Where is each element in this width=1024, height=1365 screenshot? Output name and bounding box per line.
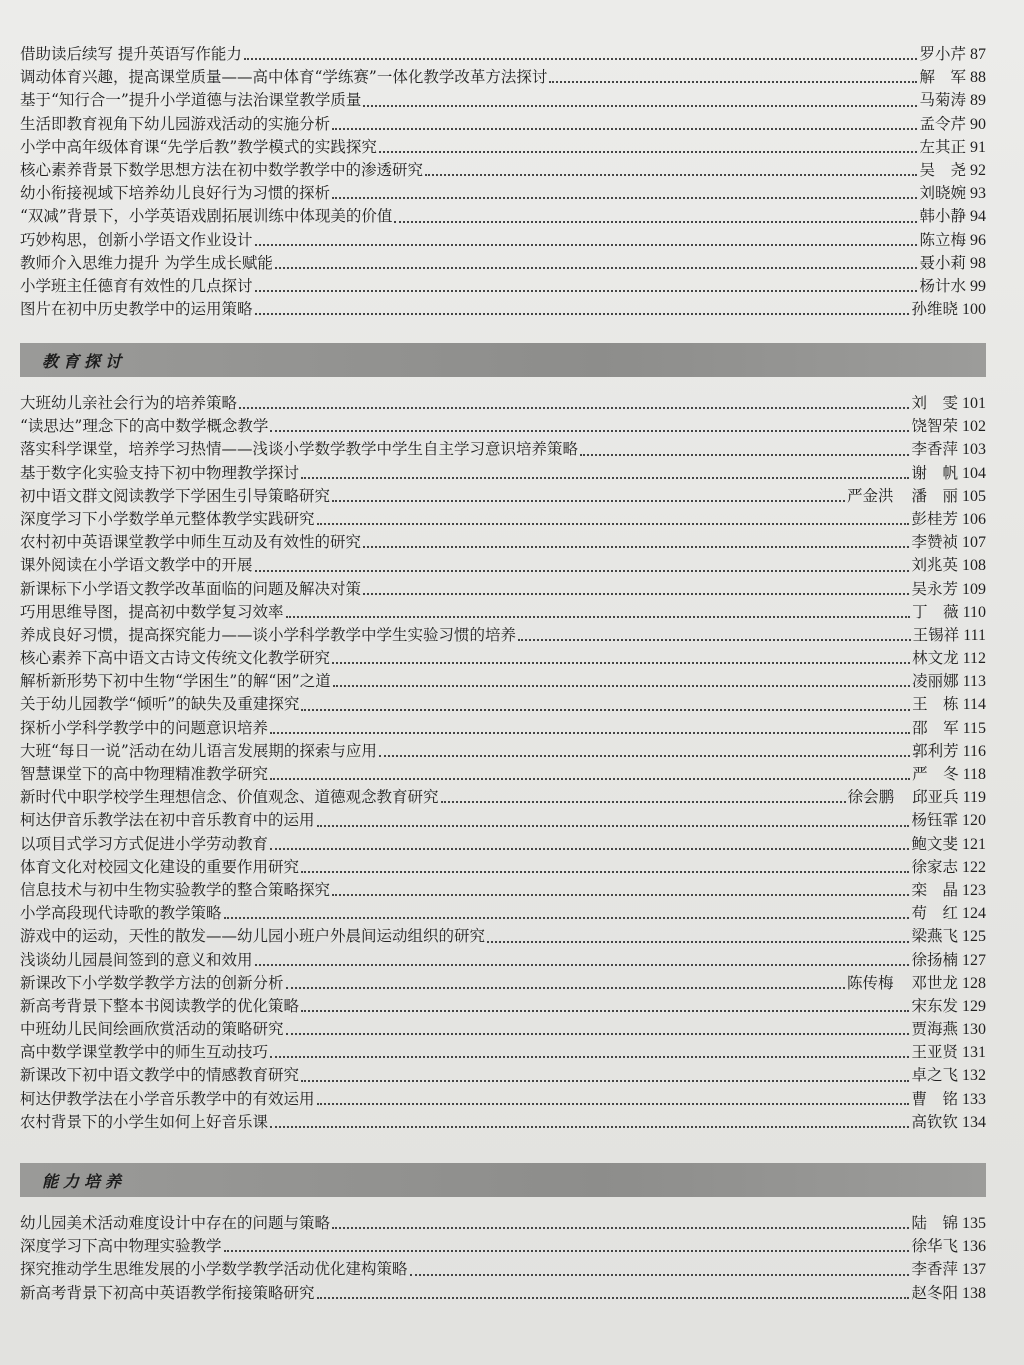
entry-title: 生活即教育视角下幼儿园游戏活动的实施分析: [20, 114, 331, 133]
entry-title: 柯达伊教学法在小学音乐教学中的有效运用: [20, 1089, 315, 1108]
entry-author: 徐扬楠: [911, 950, 958, 969]
entry-title: 大班“每日一说”活动在幼儿语言发展期的探索与应用: [20, 741, 377, 760]
entry-page-number: 98: [970, 254, 986, 272]
entry-page-number: 113: [962, 673, 986, 691]
entry-page-number: 129: [962, 997, 986, 1015]
entry-title: 探析小学科学教学中的问题意识培养: [20, 718, 269, 737]
entry-author: 潘 丽: [911, 486, 958, 505]
entry-title: “读思达”理念下的高中数学概念教学: [20, 417, 269, 436]
toc-entry: [20, 438, 986, 461]
toc-entry: [20, 43, 986, 66]
dot-leader: [286, 1032, 910, 1035]
entry-author: 饶智荣: [911, 417, 958, 436]
entry-author: 邓世龙: [911, 973, 958, 992]
entry-author: 陆 锦: [911, 1214, 958, 1232]
entry-page-number: 92: [970, 161, 986, 179]
entry-author: 李香萍: [911, 1260, 958, 1279]
entry-page-number: 124: [962, 905, 986, 923]
entry-author: 徐华飞: [911, 1237, 958, 1256]
dot-leader: [270, 847, 909, 850]
entry-title: 基于数字化实验支持下初中物理教学探讨: [20, 463, 300, 482]
toc-entry: [20, 670, 986, 693]
dot-leader: [270, 1125, 909, 1128]
entry-author: 刘兆英: [911, 556, 958, 575]
dot-leader: [255, 312, 910, 315]
entry-title: 核心素养背景下数学思想方法在初中数学教学中的渗透研究: [20, 160, 424, 179]
entry-page-number: 89: [970, 92, 986, 110]
toc-entry: [20, 809, 986, 832]
section-header-education-discussion: [20, 343, 986, 377]
dot-leader: [270, 731, 910, 734]
entry-title: 初中语文群文阅读教学下学困生引导策略研究: [20, 486, 331, 505]
entry-author: 孙维晓: [911, 300, 958, 319]
toc-entry: [20, 531, 986, 554]
toc-entry: [20, 693, 986, 716]
entry-author: 罗小芹: [919, 45, 966, 63]
entry-page-number: 131: [962, 1044, 986, 1062]
toc-entry: [20, 949, 986, 972]
entry-page-number: 105: [962, 487, 986, 505]
entry-title: 新时代中职学校学生理想信念、价值观念、道德观念教育研究: [20, 788, 439, 807]
entry-title: 幼小衔接视域下培养幼儿良好行为习惯的探析: [20, 184, 331, 203]
entry-author: 王亚贤: [911, 1043, 958, 1062]
entry-coauthor: 严金洪: [846, 486, 894, 505]
entry-page-number: 119: [962, 789, 986, 807]
entry-title: 小学中高年级体育课“先学后教”教学模式的实践探究: [20, 137, 377, 156]
toc-entry: [20, 1041, 986, 1064]
entry-author: 吴永芳: [911, 579, 958, 598]
entry-author: 丁 薇: [912, 602, 959, 621]
entry-author: 杨钰霏: [911, 811, 958, 830]
section-header-ability-training: [20, 1163, 986, 1197]
entry-title: 信息技术与初中生物实验教学的整合策略探究: [20, 880, 331, 899]
dot-leader: [425, 173, 917, 176]
entry-page-number: 121: [962, 835, 986, 853]
entry-page-number: 130: [962, 1021, 986, 1039]
entry-page-number: 133: [962, 1090, 986, 1108]
entry-author: 赵冬阳: [911, 1283, 958, 1302]
entry-page-number: 99: [970, 277, 986, 295]
entry-title: 图片在初中历史教学中的运用策略: [20, 300, 253, 319]
entry-author: 李香萍: [911, 440, 958, 459]
dot-leader: [286, 615, 911, 618]
dot-leader: [332, 1226, 909, 1229]
entry-page-number: 137: [962, 1261, 986, 1279]
entry-author: 邱亚兵: [912, 788, 959, 807]
entry-page-number: 87: [970, 46, 986, 63]
entry-page-number: 138: [962, 1284, 986, 1302]
toc-entry: [20, 205, 986, 228]
toc-entry: [20, 275, 986, 298]
entry-page-number: 102: [962, 418, 986, 436]
toc-entry: [20, 902, 986, 925]
toc-entry: [20, 1088, 986, 1111]
entry-author: 曹 铭: [911, 1089, 958, 1108]
entry-title: 农村初中英语课堂教学中师生互动及有效性的研究: [20, 533, 362, 552]
entry-page-number: 104: [962, 464, 986, 482]
entry-title: 探究推动学生思维发展的小学数学教学活动优化建构策略: [20, 1260, 408, 1279]
entry-title: 养成良好习惯，提高探究能力——谈小学科学教学中学生实验习惯的培养: [20, 625, 517, 644]
dot-leader: [332, 661, 910, 664]
entry-title: 新课改下小学数学教学方法的创新分析: [20, 973, 284, 992]
toc-entry: [20, 1282, 986, 1305]
dot-leader: [580, 453, 909, 456]
section-title: 教育探讨: [42, 351, 127, 371]
entry-page-number: 120: [962, 812, 986, 830]
entry-author: 刘晓婉: [919, 184, 966, 203]
entry-page-number: 123: [962, 881, 986, 899]
dot-leader: [394, 220, 917, 223]
entry-title: 借助读后续写 提升英语写作能力: [20, 45, 242, 63]
entry-page-number: 103: [962, 441, 986, 459]
entry-page-number: 112: [962, 650, 986, 668]
toc-entry: [20, 624, 986, 647]
toc-entry: [20, 601, 986, 624]
dot-leader: [332, 499, 845, 502]
entry-title: 小学班主任德育有效性的几点探讨: [20, 276, 253, 295]
toc-entry: [20, 554, 986, 577]
dot-leader: [317, 522, 910, 525]
dot-leader: [301, 1009, 909, 1012]
entry-author: 韩小静: [919, 207, 966, 226]
entry-title: 解析新形势下初中生物“学困生”的解“困”之道: [20, 672, 331, 691]
dot-leader: [379, 150, 918, 153]
dot-leader: [317, 1296, 910, 1299]
toc-entry: [20, 66, 986, 89]
entry-author: 凌丽娜: [912, 672, 959, 691]
toc-entry: [20, 647, 986, 670]
toc-entry: [20, 717, 986, 740]
toc-entry: [20, 1235, 986, 1258]
entry-author: 卓之飞: [911, 1066, 958, 1085]
dot-leader: [332, 127, 917, 130]
dot-leader: [363, 592, 909, 595]
entry-page-number: 116: [962, 742, 986, 760]
entry-author: 马菊涛: [919, 91, 966, 110]
entry-author: 杨计水: [919, 276, 966, 295]
dot-leader: [270, 777, 910, 780]
entry-title: 基于“知行合一”提升小学道德与法治课堂教学质量: [20, 91, 362, 110]
entry-page-number: 90: [970, 115, 986, 133]
dot-leader: [301, 708, 910, 711]
dot-leader: [244, 57, 918, 60]
entry-author: 林文龙: [912, 649, 959, 668]
toc-entry: [20, 485, 986, 508]
entry-title: 柯达伊音乐教学法在初中音乐教育中的运用: [20, 811, 315, 830]
entry-author: 谢 帆: [911, 463, 958, 482]
entry-author: 刘 雯: [911, 394, 958, 412]
toc-entry: [20, 1212, 986, 1235]
dot-leader: [224, 916, 910, 919]
entry-page-number: 134: [962, 1113, 986, 1131]
toc-entry: [20, 182, 986, 205]
entry-title: “双减”背景下，小学英语戏剧拓展训练中体现美的价值: [20, 207, 393, 226]
entry-page-number: 125: [962, 928, 986, 946]
entry-title: 体育文化对校园文化建设的重要作用研究: [20, 857, 300, 876]
entry-page-number: 118: [962, 766, 986, 783]
entry-author: 徐家志: [911, 857, 958, 876]
entry-author: 严 冬: [912, 765, 959, 783]
entry-page-number: 136: [962, 1238, 986, 1256]
entry-author: 陈立梅: [919, 230, 966, 249]
toc-entry: [20, 1018, 986, 1041]
toc-entry: [20, 740, 986, 763]
entry-title: 深度学习下高中物理实验教学: [20, 1237, 222, 1256]
entry-title: 巧妙构思，创新小学语文作业设计: [20, 230, 253, 249]
toc-entry: [20, 229, 986, 252]
entry-page-number: 106: [962, 510, 986, 528]
entry-page-number: 108: [962, 557, 986, 575]
toc-entry: [20, 298, 986, 321]
entry-title: 调动体育兴趣，提高课堂质量——高中体育“学练赛”一体化教学改革方法探讨: [20, 68, 548, 87]
entry-page-number: 109: [962, 580, 986, 598]
toc-entry: [20, 879, 986, 902]
entry-page-number: 128: [962, 974, 986, 992]
entry-page-number: 135: [962, 1215, 986, 1232]
toc-entry: [20, 833, 986, 856]
toc-entry: [20, 136, 986, 159]
dot-leader: [363, 545, 909, 548]
entry-title: 新课改下初中语文教学中的情感教育研究: [20, 1066, 300, 1085]
entry-title: 巧用思维导图，提高初中数学复习效率: [20, 602, 284, 621]
toc-entry: [20, 1064, 986, 1087]
entry-author: 王 栋: [912, 695, 959, 714]
dot-leader: [255, 963, 910, 966]
entry-author: 王锡祥: [912, 625, 960, 644]
entry-page-number: 94: [970, 208, 986, 226]
entry-author: 鲍文斐: [911, 834, 958, 853]
toc-entry: [20, 995, 986, 1018]
entry-page-number: 100: [962, 301, 986, 319]
dot-leader: [270, 1055, 909, 1058]
toc-entry: [20, 159, 986, 182]
dot-leader: [332, 893, 909, 896]
entry-coauthor: 陈传梅: [846, 973, 894, 992]
dot-leader: [332, 196, 917, 199]
entry-title: 课外阅读在小学语文教学中的开展: [20, 556, 253, 575]
toc-entry: [20, 786, 986, 809]
entry-page-number: 115: [962, 719, 986, 737]
entry-author: 宋东发: [911, 996, 958, 1015]
entry-coauthor: 徐会鹏: [847, 788, 895, 807]
entry-author: 吴 尧: [919, 160, 966, 179]
toc-entry: [20, 1111, 986, 1134]
section-title: 能力培养: [42, 1171, 127, 1191]
toc-entry: [20, 763, 986, 786]
dot-leader: [270, 429, 909, 432]
dot-leader: [518, 638, 911, 641]
entry-author: 梁燕飞: [911, 927, 958, 946]
toc-entry: [20, 578, 986, 601]
dot-leader: [255, 243, 918, 246]
toc-entry: [20, 113, 986, 136]
entry-page-number: 101: [962, 395, 986, 412]
toc-entry: [20, 856, 986, 879]
entry-page-number: 132: [962, 1067, 986, 1085]
dot-leader: [363, 104, 917, 107]
entry-title: 大班幼儿亲社会行为的培养策略: [20, 394, 238, 412]
entry-page-number: 88: [970, 69, 986, 87]
dot-leader: [333, 684, 910, 687]
toc-entry: [20, 1258, 986, 1281]
dot-leader: [487, 940, 909, 943]
toc-entry: [20, 508, 986, 531]
entry-title: 新高考背景下整本书阅读教学的优化策略: [20, 996, 300, 1015]
entry-author: 解 军: [919, 68, 966, 87]
entry-author: 彭桂芳: [911, 509, 958, 528]
dot-leader: [301, 870, 909, 873]
dot-leader: [301, 476, 909, 479]
toc-entry: [20, 89, 986, 112]
dot-leader: [441, 800, 846, 803]
dot-leader: [224, 1249, 910, 1252]
entry-title: 新高考背景下初高中英语教学衔接策略研究: [20, 1283, 315, 1302]
entry-page-number: 91: [970, 138, 986, 156]
toc-entry: [20, 925, 986, 948]
entry-author: 邵 军: [912, 718, 959, 737]
entry-page-number: 127: [962, 951, 986, 969]
entry-title: 落实科学课堂，培养学习热情——浅谈小学数学教学中学生自主学习意识培养策略: [20, 440, 579, 459]
dot-leader: [275, 266, 918, 269]
dot-leader: [239, 406, 909, 409]
entry-title: 教师介入思维力提升 为学生成长赋能: [20, 253, 273, 272]
entry-title: 关于幼儿园教学“倾听”的缺失及重建探究: [20, 695, 300, 714]
entry-author: 贾海燕: [911, 1020, 958, 1039]
entry-page-number: 110: [962, 603, 986, 621]
dot-leader: [255, 569, 910, 572]
entry-page-number: 96: [970, 231, 986, 249]
entry-page-number: 107: [962, 534, 986, 552]
entry-title: 中班幼儿民间绘画欣赏活动的策略研究: [20, 1020, 284, 1039]
entry-title: 浅谈幼儿园晨间签到的意义和效用: [20, 950, 253, 969]
dot-leader: [317, 1102, 910, 1105]
dot-leader: [301, 1079, 909, 1082]
toc-entry: [20, 415, 986, 438]
entry-author: 郭利芳: [912, 741, 959, 760]
entry-author: 栾 晶: [911, 880, 958, 899]
entry-title: 农村背景下的小学生如何上好音乐课: [20, 1112, 269, 1131]
toc-entry: [20, 972, 986, 995]
entry-author: 孟令芹: [919, 114, 966, 133]
toc-list-ability-training: [20, 1212, 986, 1305]
entry-page-number: 111: [963, 626, 986, 644]
entry-author: 李赞祯: [911, 533, 958, 552]
toc-entry: [20, 252, 986, 275]
entry-title: 小学高段现代诗歌的教学策略: [20, 904, 222, 923]
dot-leader: [410, 1273, 910, 1276]
dot-leader: [255, 289, 918, 292]
entry-title: 游戏中的运动，天性的散发——幼儿园小班户外晨间运动组织的研究: [20, 927, 486, 946]
toc-list-education-discussion: [20, 392, 986, 1134]
entry-page-number: 93: [970, 185, 986, 203]
entry-page-number: 114: [962, 696, 986, 714]
toc-entry: [20, 392, 986, 415]
dot-leader: [549, 80, 917, 83]
dot-leader: [286, 986, 845, 989]
entry-title: 核心素养下高中语文古诗文传统文化教学研究: [20, 649, 331, 668]
dot-leader: [317, 824, 910, 827]
entry-page-number: 122: [962, 858, 986, 876]
toc-entry: [20, 462, 986, 485]
entry-title: 新课标下小学语文教学改革面临的问题及解决对策: [20, 579, 362, 598]
dot-leader: [379, 754, 910, 757]
entry-title: 智慧课堂下的高中物理精准教学研究: [20, 765, 269, 783]
entry-title: 以项目式学习方式促进小学劳动教育: [20, 834, 269, 853]
entry-title: 幼儿园美术活动难度设计中存在的问题与策略: [20, 1214, 331, 1232]
entry-title: 深度学习下小学数学单元整体教学实践研究: [20, 509, 315, 528]
entry-author: 苟 红: [911, 904, 958, 923]
toc-list-continued: [20, 43, 986, 321]
entry-title: 高中数学课堂教学中的师生互动技巧: [20, 1043, 269, 1062]
entry-author: 高钦钦: [911, 1112, 958, 1131]
entry-author: 左其正: [919, 137, 966, 156]
entry-author: 聂小莉: [919, 253, 966, 272]
